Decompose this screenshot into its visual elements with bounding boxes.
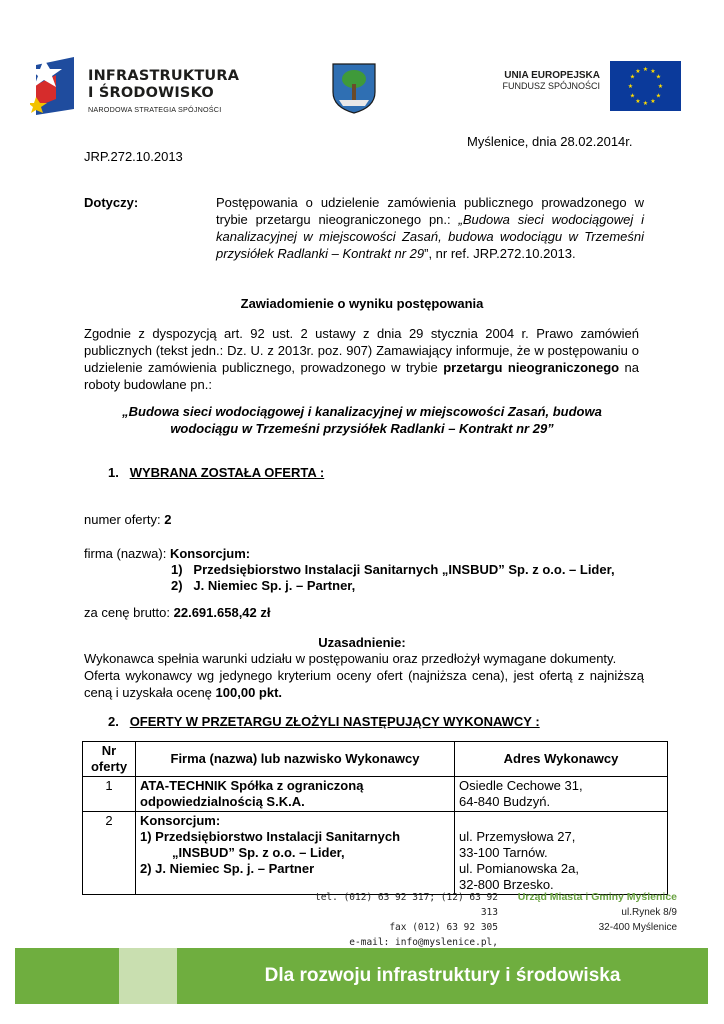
subject-label: Dotyczy: xyxy=(84,195,139,210)
svg-text:★: ★ xyxy=(627,83,634,90)
logo-subtitle: NARODOWA STRATEGIA SPÓJNOŚCI xyxy=(88,105,222,114)
firm-line xyxy=(84,545,250,562)
cell-nr: 1 xyxy=(83,777,136,812)
footer-phone: tel. (012) 63 92 317; (12) 63 92 313 xyxy=(314,892,498,918)
firm-line: ATA-TECHNIK Spółka z ograniczoną xyxy=(140,778,364,793)
intro-paragraph xyxy=(84,325,639,393)
section-2-heading xyxy=(108,713,540,730)
header-nr-line-1: Nr xyxy=(101,743,117,758)
firm-line: „INSBUD” Sp. z o.o. – Lider, xyxy=(172,845,345,860)
logo-line-2: I ŚRODOWISKO xyxy=(88,85,214,101)
svg-text:★: ★ xyxy=(642,66,649,73)
footer-office xyxy=(505,890,677,935)
member-name: J. Niemiec Sp. j. – Partner, xyxy=(193,578,356,593)
footer-street: ul.Rynek 8/9 xyxy=(621,907,677,918)
banner-text: Dla rozwoju infrastruktury i środowiska xyxy=(264,965,621,986)
logo-line-1: INFRASTRUKTURA xyxy=(88,68,240,84)
header-firm: Firma (nazwa) lub nazwisko Wykonawcy xyxy=(136,742,455,777)
justification-text xyxy=(84,650,644,701)
firm-name: Konsorcjum: xyxy=(169,546,251,561)
banner-light-block xyxy=(119,948,177,1004)
address-line: 33-100 Tarnów. xyxy=(459,845,548,860)
eu-flag-icon xyxy=(610,61,681,111)
eu-line-1: UNIA EUROPEJSKA xyxy=(504,70,600,81)
svg-text:★: ★ xyxy=(635,68,641,75)
section-1-title: WYBRANA ZOSTAŁA OFERTA : xyxy=(129,465,325,480)
project-title-line-1: „Budowa sieci wodociągowej i kanalizacyjnej w miejscowości Zasań, budowa xyxy=(122,404,602,419)
svg-text:★: ★ xyxy=(655,92,662,100)
footer-office-name: Urząd Miasta i Gminy Myślenice xyxy=(517,891,677,903)
justification-title: Uzasadnienie: xyxy=(318,635,406,650)
coat-of-arms-icon xyxy=(331,62,377,114)
firm-line: odpowiedzialnością S.K.A. xyxy=(140,794,305,809)
justification-line-1: Wykonawca spełnia warunki udziału w postępowaniu oraz przedłożył wymagane dokumenty. xyxy=(84,651,617,666)
intro-end: na roboty budowlane pn.: xyxy=(84,360,639,392)
svg-text:★: ★ xyxy=(642,100,649,107)
cell-firm xyxy=(136,812,455,895)
firm-line: 1) Przedsiębiorstwo Instalacji Sanitarnych xyxy=(140,829,401,844)
price-value: 22.691.658,42 zł xyxy=(173,605,271,620)
svg-text:★: ★ xyxy=(629,92,636,100)
firm-label: firma (nazwa): xyxy=(84,546,170,561)
svg-text:★: ★ xyxy=(650,68,656,75)
banner-dark-block xyxy=(15,948,119,1004)
address-line: 32-800 Brzesko. xyxy=(459,877,554,892)
header-nr xyxy=(83,742,136,777)
infrastruktura-logo xyxy=(30,50,240,120)
firm-line: Konsorcjum: xyxy=(140,813,221,828)
svg-text:★: ★ xyxy=(650,98,656,105)
justification-score: 100,00 pkt. xyxy=(215,685,283,700)
svg-text:★: ★ xyxy=(635,98,641,105)
offer-number-label: numer oferty: xyxy=(84,512,165,527)
offer-number-value: 2 xyxy=(164,512,172,527)
cell-nr: 2 xyxy=(83,812,136,895)
member-number: 1) xyxy=(171,562,183,577)
table-row xyxy=(83,777,668,812)
consortium-member xyxy=(171,561,615,578)
firm-line: 2) J. Niemiec Sp. j. – Partner xyxy=(140,861,315,876)
place-date: Myślenice, dnia 28.02.2014r. xyxy=(467,134,633,149)
price-label: za cenę brutto: xyxy=(84,605,174,620)
address-line: 64-840 Budzyń. xyxy=(459,794,551,809)
subject-outro: ”, nr ref. JRP.272.10.2013. xyxy=(424,246,576,261)
member-name: Przedsiębiorstwo Instalacji Sanitarnych „INSBUD” Sp. z o.o. – Lider, xyxy=(193,562,615,577)
offer-number-line xyxy=(84,511,171,528)
price-line xyxy=(84,604,270,621)
svg-text:★: ★ xyxy=(629,73,636,81)
member-number: 2) xyxy=(171,578,183,593)
cell-address xyxy=(455,812,668,895)
svg-text:★: ★ xyxy=(657,83,664,90)
page-title: Zawiadomienie o wyniku postępowania xyxy=(240,296,484,311)
consortium-member xyxy=(171,577,355,594)
footer-banner xyxy=(15,948,708,1004)
intro-start: Zgodnie z dyspozycją art. 92 ust. 2 ustawy z dnia 29 stycznia 2004 r. Prawo zamówień publicznych (tekst jedn.: Dz. U. z 2013r. poz. 907) Zamawiający informuje, że w postępowaniu o udzielenie zamówienia publicznego, prowadzonego w trybie xyxy=(84,326,639,375)
project-title-line-2: wodociągu w Trzemeśni przysiółek Radlanki – Kontrakt nr 29” xyxy=(170,421,554,436)
intro-bold: przetargu nieograniczonego xyxy=(443,360,620,375)
justification-line-2-text: Oferta wykonawcy wg jedynego kryterium oceny ofert (najniższa cena), jest ofertą z najniższą ceną i uzyskała ocenę xyxy=(84,668,644,700)
svg-text:★: ★ xyxy=(655,73,662,81)
table-header-row xyxy=(83,742,668,777)
eu-line-2: FUNDUSZ SPÓJNOŚCI xyxy=(502,81,600,91)
address-line: Osiedle Cechowe 31, xyxy=(459,778,583,793)
address-line: ul. Pomianowska 2a, xyxy=(459,861,579,876)
cell-firm xyxy=(136,777,455,812)
project-title xyxy=(0,403,724,437)
address-line: ul. Przemysłowa 27, xyxy=(459,829,576,844)
footer-email: e-mail: info@myslenice.pl, xyxy=(349,937,498,948)
cell-address xyxy=(455,777,668,812)
justification-line-2 xyxy=(84,667,644,701)
reference-number: JRP.272.10.2013 xyxy=(84,149,183,164)
footer-fax: fax (012) 63 92 305 xyxy=(389,922,498,933)
nss-flag-icon xyxy=(30,55,82,117)
footer-city: 32-400 Myślenice xyxy=(598,922,677,933)
section-2-number: 2. xyxy=(108,714,119,729)
section-2-title: OFERTY W PRZETARGU ZŁOŻYLI NASTĘPUJĄCY WYKONAWCY : xyxy=(129,714,540,729)
subject-title: „Budowa sieci wodociągowej i kanalizacyjnej w miejscowości Zasań, budowa wodociągu w Trzemeśni przysiółek Radlanki – Kontrakt nr 29 xyxy=(216,212,644,261)
header-address: Adres Wykonawcy xyxy=(455,742,668,777)
eu-label xyxy=(500,70,600,91)
bids-table xyxy=(82,741,668,895)
section-1-heading xyxy=(108,464,324,481)
header-nr-line-2: oferty xyxy=(90,759,128,774)
subject-text xyxy=(216,194,644,262)
table-row xyxy=(83,812,668,895)
subject-intro: Postępowania o udzielenie zamówienia publicznego prowadzonego w trybie przetargu nieograniczonego pn.: xyxy=(216,195,644,227)
section-1-number: 1. xyxy=(108,465,119,480)
